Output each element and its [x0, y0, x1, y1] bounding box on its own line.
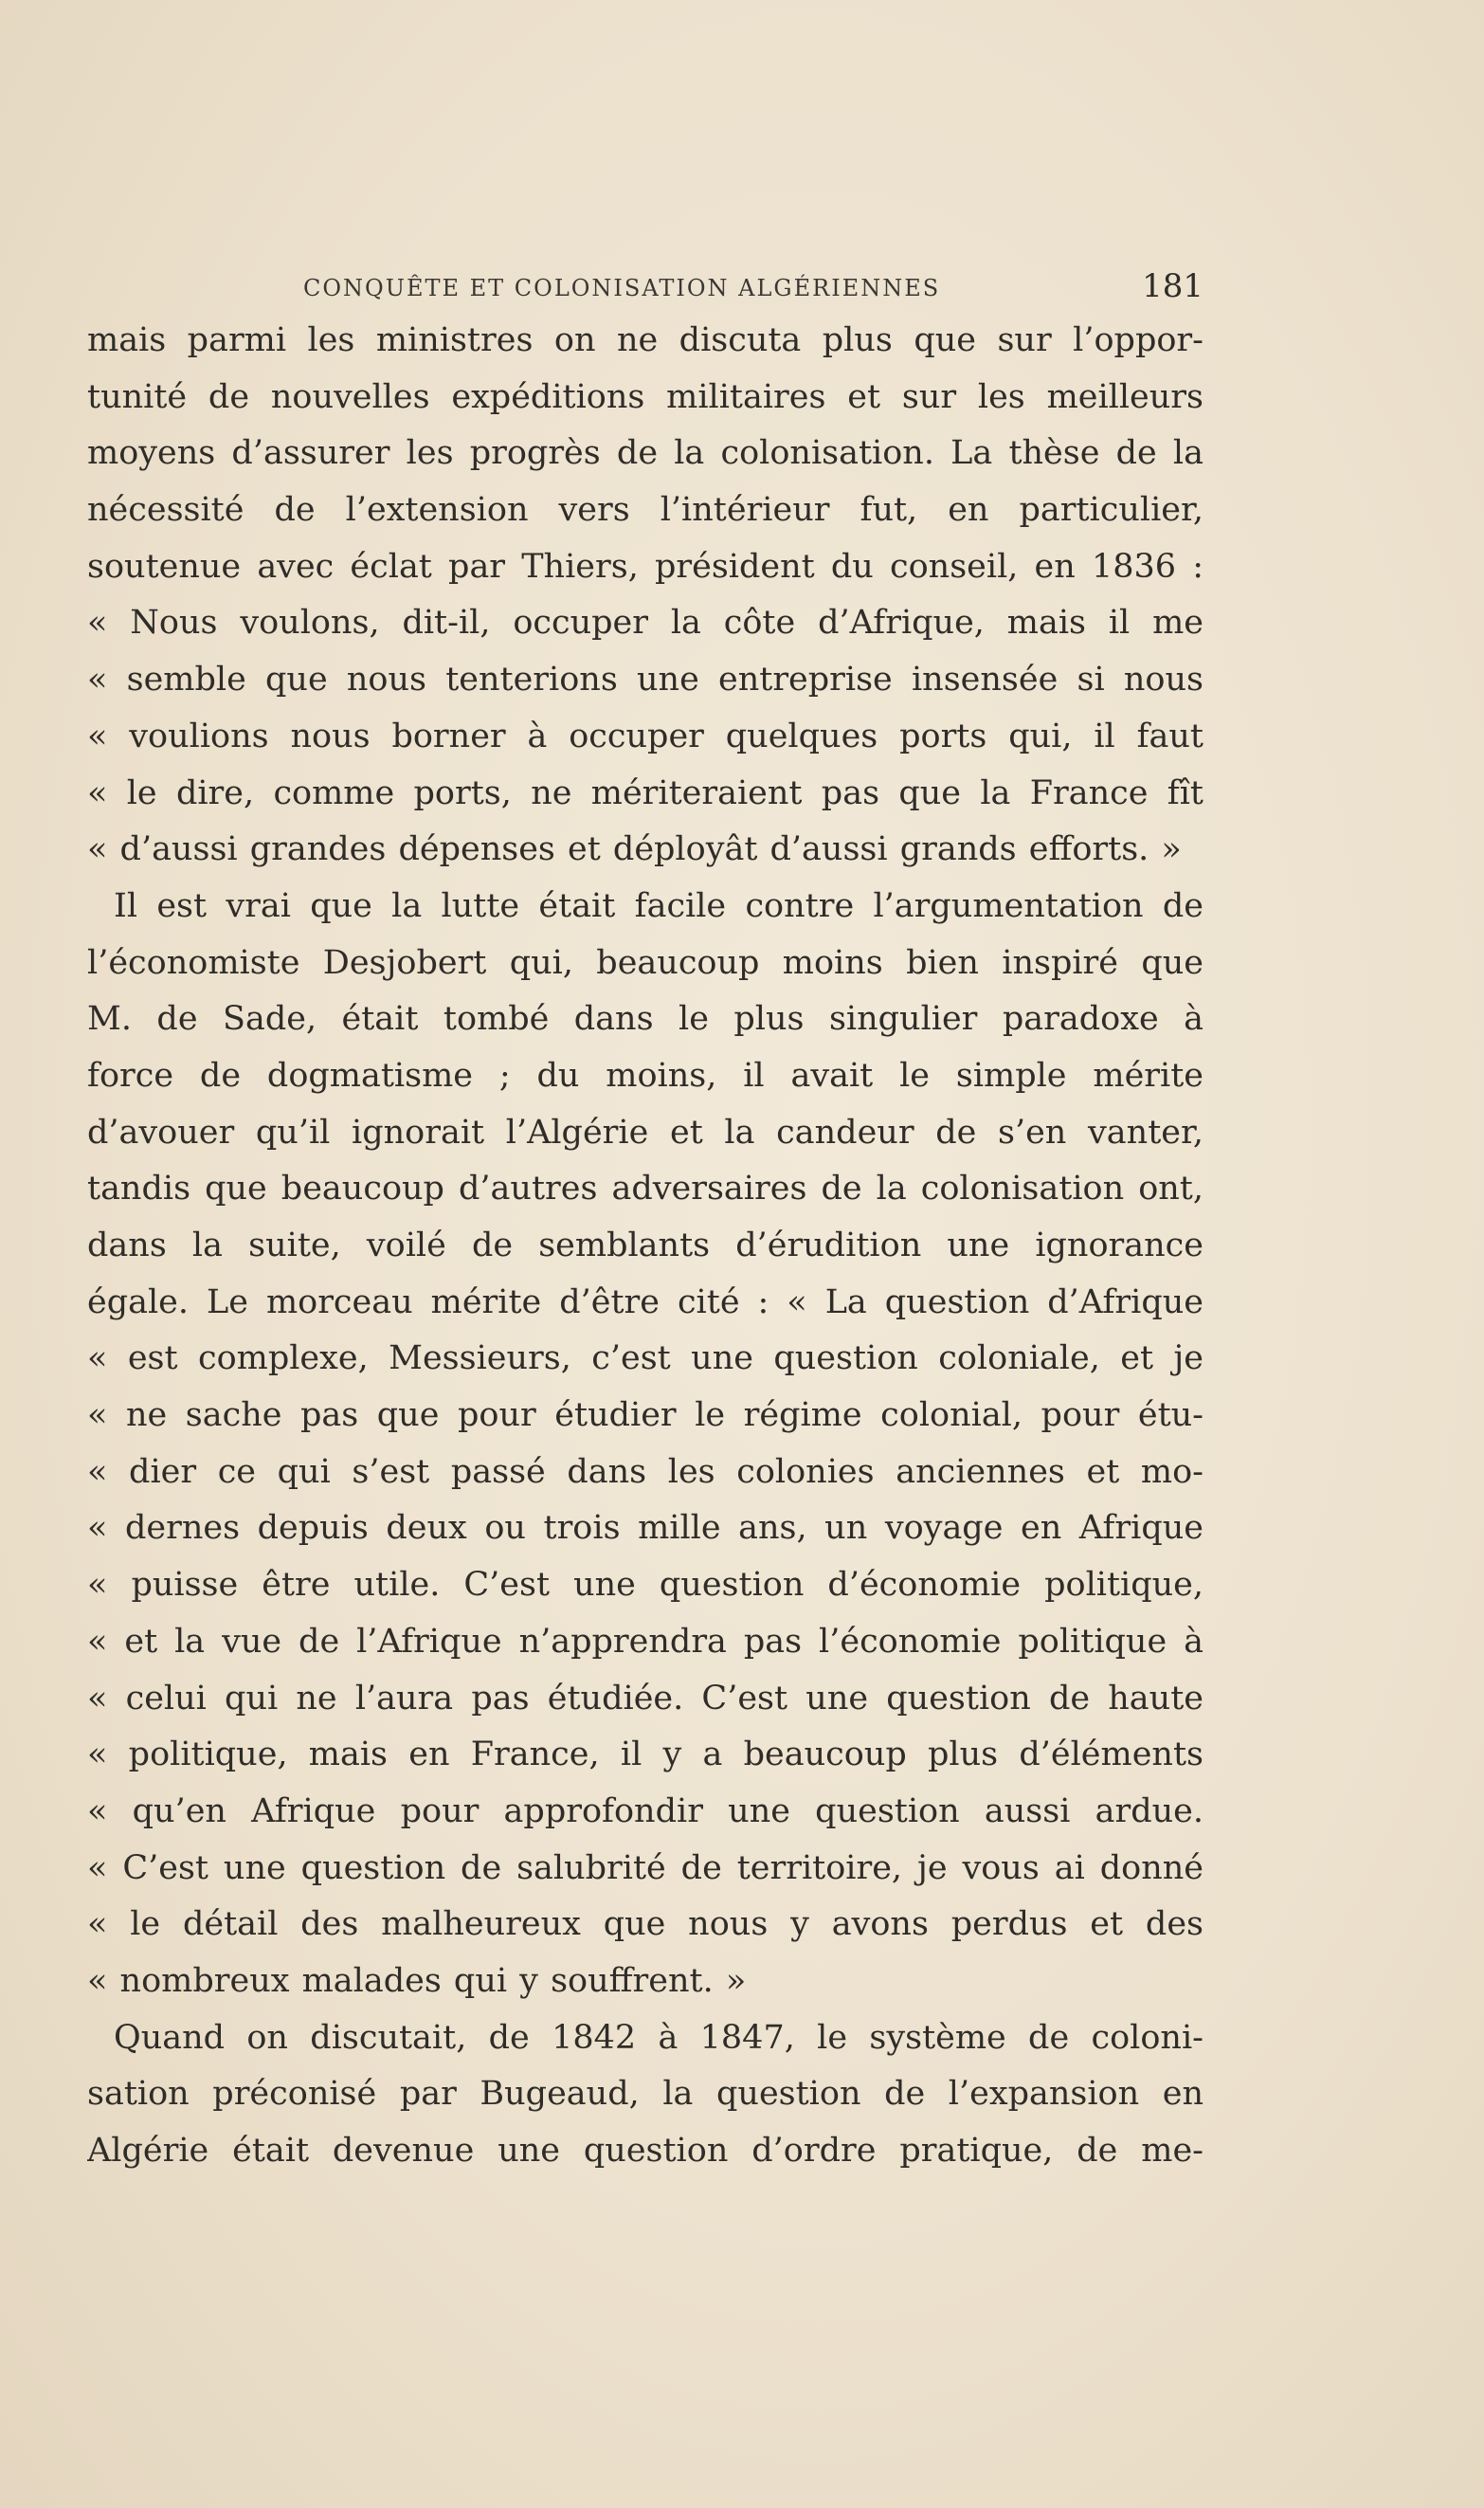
- text-line: « et la vue de l’Afrique n’apprendra pas l’économie politique à: [87, 1622, 1203, 1661]
- text-line: nécessité de l’extension vers l’intérieur fut, en particulier,: [87, 491, 1203, 530]
- text-line: « nombreux malades qui y souffrent. »: [87, 1961, 747, 2000]
- text-line: « voulions nous borner à occuper quelques ports qui, il faut: [87, 717, 1203, 755]
- running-head: [90, 267, 1203, 305]
- text-line: l’économiste Desjobert qui, beaucoup moins bien inspiré que: [87, 943, 1203, 982]
- text-line: Quand on discutait, de 1842 à 1847, le système de coloni-: [114, 2018, 1203, 2057]
- text-line: « semble que nous tenterions une entreprise insensée si nous: [87, 661, 1203, 700]
- body-text: [87, 313, 1203, 2180]
- text-line: Il est vrai que la lutte était facile contre l’argumentation de: [114, 886, 1203, 925]
- text-line: « le détail des malheureux que nous y avons perdus et des: [87, 1905, 1203, 1944]
- text-line: « ne sache pas que pour étudier le régime colonial, pour étu-: [87, 1396, 1203, 1435]
- text-line: moyens d’assurer les progrès de la colonisation. La thèse de la: [87, 434, 1203, 473]
- text-line: « est complexe, Messieurs, c’est une question coloniale, et je: [87, 1339, 1203, 1378]
- text-line: M. de Sade, était tombé dans le plus singulier paradoxe à: [87, 1000, 1203, 1039]
- text-line: « C’est une question de salubrité de territoire, je vous ai donné: [87, 1848, 1203, 1887]
- text-line: « politique, mais en France, il y a beaucoup plus d’éléments: [87, 1736, 1203, 1774]
- text-line: « le dire, comme ports, ne mériteraient pas que la France fît: [87, 773, 1203, 812]
- text-line: Algérie était devenue une question d’ordre pratique, de me-: [87, 2132, 1203, 2170]
- text-line: force de dogmatisme ; du moins, il avait le simple mérite: [87, 1056, 1203, 1095]
- text-line: soutenue avec éclat par Thiers, président du conseil, en 1836 :: [87, 547, 1203, 586]
- text-line: « qu’en Afrique pour approfondir une question aussi ardue.: [87, 1791, 1203, 1830]
- text-line: « dernes depuis deux ou trois mille ans, un voyage en Afrique: [87, 1509, 1203, 1548]
- page-number: 181: [1142, 267, 1203, 305]
- text-line: tandis que beaucoup d’autres adversaires de la colonisation ont,: [87, 1170, 1203, 1209]
- text-line: égale. Le morceau mérite d’être cité : « La question d’Afrique: [87, 1282, 1203, 1321]
- text-line: d’avouer qu’il ignorait l’Algérie et la candeur de s’en vanter,: [87, 1113, 1203, 1152]
- running-title: CONQUÊTE ET COLONISATION ALGÉRIENNES: [303, 275, 941, 301]
- text-line: « celui qui ne l’aura pas étudiée. C’est une question de haute: [87, 1679, 1203, 1717]
- text-line: « Nous voulons, dit-il, occuper la côte d’Afrique, mais il me: [87, 604, 1203, 643]
- text-line: « d’aussi grandes dépenses et déployât d’aussi grands efforts. »: [87, 830, 1182, 869]
- text-line: mais parmi les ministres on ne discuta plus que sur l’oppor-: [87, 321, 1203, 359]
- text-line: sation préconisé par Bugeaud, la question de l’expansion en: [87, 2075, 1203, 2114]
- text-line: « puisse être utile. C’est une question d’économie politique,: [87, 1566, 1203, 1605]
- text-line: « dier ce qui s’est passé dans les colonies anciennes et mo-: [87, 1452, 1203, 1491]
- text-line: tunité de nouvelles expéditions militaires et sur les meilleurs: [87, 377, 1203, 416]
- text-line: dans la suite, voilé de semblants d’érudition une ignorance: [87, 1227, 1203, 1264]
